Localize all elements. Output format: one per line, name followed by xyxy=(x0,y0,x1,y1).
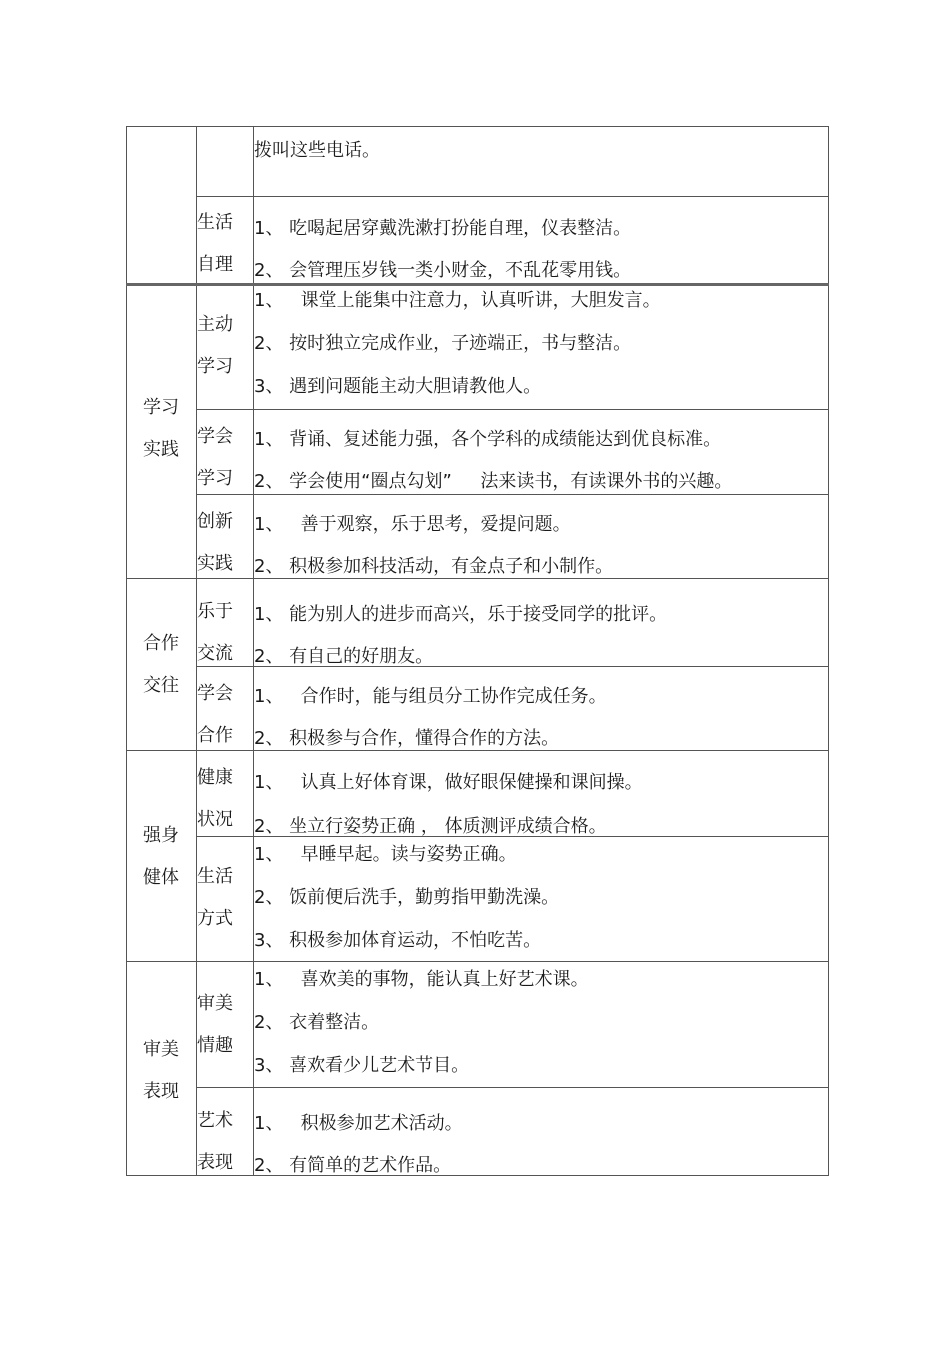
list-item: 3、 积极参加体育运动，不怕吃苦。 xyxy=(254,930,542,951)
category-label xyxy=(126,1029,196,1113)
category-line: 实践 xyxy=(143,439,179,460)
category-label xyxy=(126,387,196,471)
subcategory-line: 表现 xyxy=(197,1152,233,1173)
category-line: 审美 xyxy=(143,1039,179,1060)
list-item: 2、 积极参加科技活动，有金点子和小制作。 xyxy=(254,556,614,577)
subcategory-line: 健康 xyxy=(197,767,233,788)
list-item: 2、 学会使用“圈点勾划” 法来读书，有读课外书的兴趣。 xyxy=(254,471,733,492)
category-line: 健体 xyxy=(143,867,179,888)
subcategory-label xyxy=(197,983,241,1067)
item-list xyxy=(254,494,824,578)
category-label xyxy=(126,815,196,899)
category-line: 表现 xyxy=(143,1081,179,1102)
subcategory-label xyxy=(197,304,241,388)
list-item: 2、 有自己的好朋友。 xyxy=(254,646,434,667)
item-list xyxy=(254,750,824,837)
item-list xyxy=(254,578,824,667)
list-item: 1、 吃喝起居穿戴洗漱打扮能自理，仪表整洁。 xyxy=(254,218,632,239)
subcategory-label xyxy=(197,591,241,675)
category-line: 学习 xyxy=(143,397,179,418)
list-item: 2、 有简单的艺术作品。 xyxy=(254,1155,452,1176)
subcategory-label xyxy=(197,416,241,500)
subcategory-line: 生活 xyxy=(197,866,233,887)
item-list xyxy=(254,1087,824,1176)
list-item: 1、 合作时，能与组员分工协作完成任务。 xyxy=(254,686,607,707)
subcategory-line: 乐于 xyxy=(197,601,233,622)
subcategory-line: 审美 xyxy=(197,993,233,1014)
evaluation-table xyxy=(126,126,829,1176)
category-label xyxy=(126,623,196,707)
list-item: 2、 坐立行姿势正确 ， 体质测评成绩合格。 xyxy=(254,816,607,837)
list-item: 3、 喜欢看少儿艺术节目。 xyxy=(254,1055,470,1076)
list-item: 3、 遇到问题能主动大胆请教他人。 xyxy=(254,376,542,397)
subcategory-line: 主动 xyxy=(197,314,233,335)
list-item: 1、 背诵、复述能力强，各个学科的成绩能达到优良标准。 xyxy=(254,429,722,450)
list-item: 1、 课堂上能集中注意力，认真听讲，大胆发言。 xyxy=(254,290,661,311)
subcategory-line: 学会 xyxy=(197,426,233,447)
list-item: 2、 积极参与合作，懂得合作的方法。 xyxy=(254,728,560,749)
subcategory-line: 艺术 xyxy=(197,1110,233,1131)
item-list xyxy=(254,286,824,397)
list-item: 1、 认真上好体育课，做好眼保健操和课间操。 xyxy=(254,772,643,793)
item-list xyxy=(254,196,824,280)
subcategory-line: 自理 xyxy=(197,254,233,275)
subcategory-label xyxy=(197,202,241,286)
subcategory-line: 创新 xyxy=(197,511,233,532)
subcategory-label xyxy=(197,1100,241,1184)
subcategory-label xyxy=(197,856,241,940)
list-item: 1、 善于观察，乐于思考，爱提问题。 xyxy=(254,514,571,535)
item-list xyxy=(254,836,824,951)
list-item: 1、 早睡早起。读与姿势正确。 xyxy=(254,844,517,865)
subcategory-line: 学会 xyxy=(197,683,233,704)
list-item: 2、 饭前便后洗手，勤剪指甲勤洗澡。 xyxy=(254,887,560,908)
subcategory-line: 状况 xyxy=(197,809,233,830)
list-item: 2、 会管理压岁钱一类小财金，不乱花零用钱。 xyxy=(254,260,632,281)
subcategory-label xyxy=(197,501,241,585)
list-item: 1、 喜欢美的事物，能认真上好艺术课。 xyxy=(254,969,589,990)
item-list xyxy=(254,409,824,493)
subcategory-line: 实践 xyxy=(197,553,233,574)
subcategory-line: 情趣 xyxy=(197,1035,233,1056)
item-list xyxy=(254,961,824,1076)
list-item: 拨叫这些电话。 xyxy=(254,140,380,161)
category-line: 合作 xyxy=(143,633,179,654)
subcategory-line: 交流 xyxy=(197,643,233,664)
list-item: 1、 积极参加艺术活动。 xyxy=(254,1113,463,1134)
subcategory-label xyxy=(197,757,241,841)
continued-cell xyxy=(254,126,824,189)
list-item: 2、 衣着整洁。 xyxy=(254,1012,380,1033)
subcategory-line: 学习 xyxy=(197,356,233,377)
item-list xyxy=(254,666,824,750)
subcategory-line: 合作 xyxy=(197,725,233,746)
category-line: 强身 xyxy=(143,825,179,846)
list-item: 2、 按时独立完成作业，子迹端正，书与整洁。 xyxy=(254,333,632,354)
list-item: 1、 能为别人的进步而高兴，乐于接受同学的批评。 xyxy=(254,604,668,625)
category-line: 交往 xyxy=(143,675,179,696)
subcategory-line: 方式 xyxy=(197,908,233,929)
subcategory-line: 学习 xyxy=(197,468,233,489)
subcategory-label xyxy=(197,673,241,757)
subcategory-line: 生活 xyxy=(197,212,233,233)
